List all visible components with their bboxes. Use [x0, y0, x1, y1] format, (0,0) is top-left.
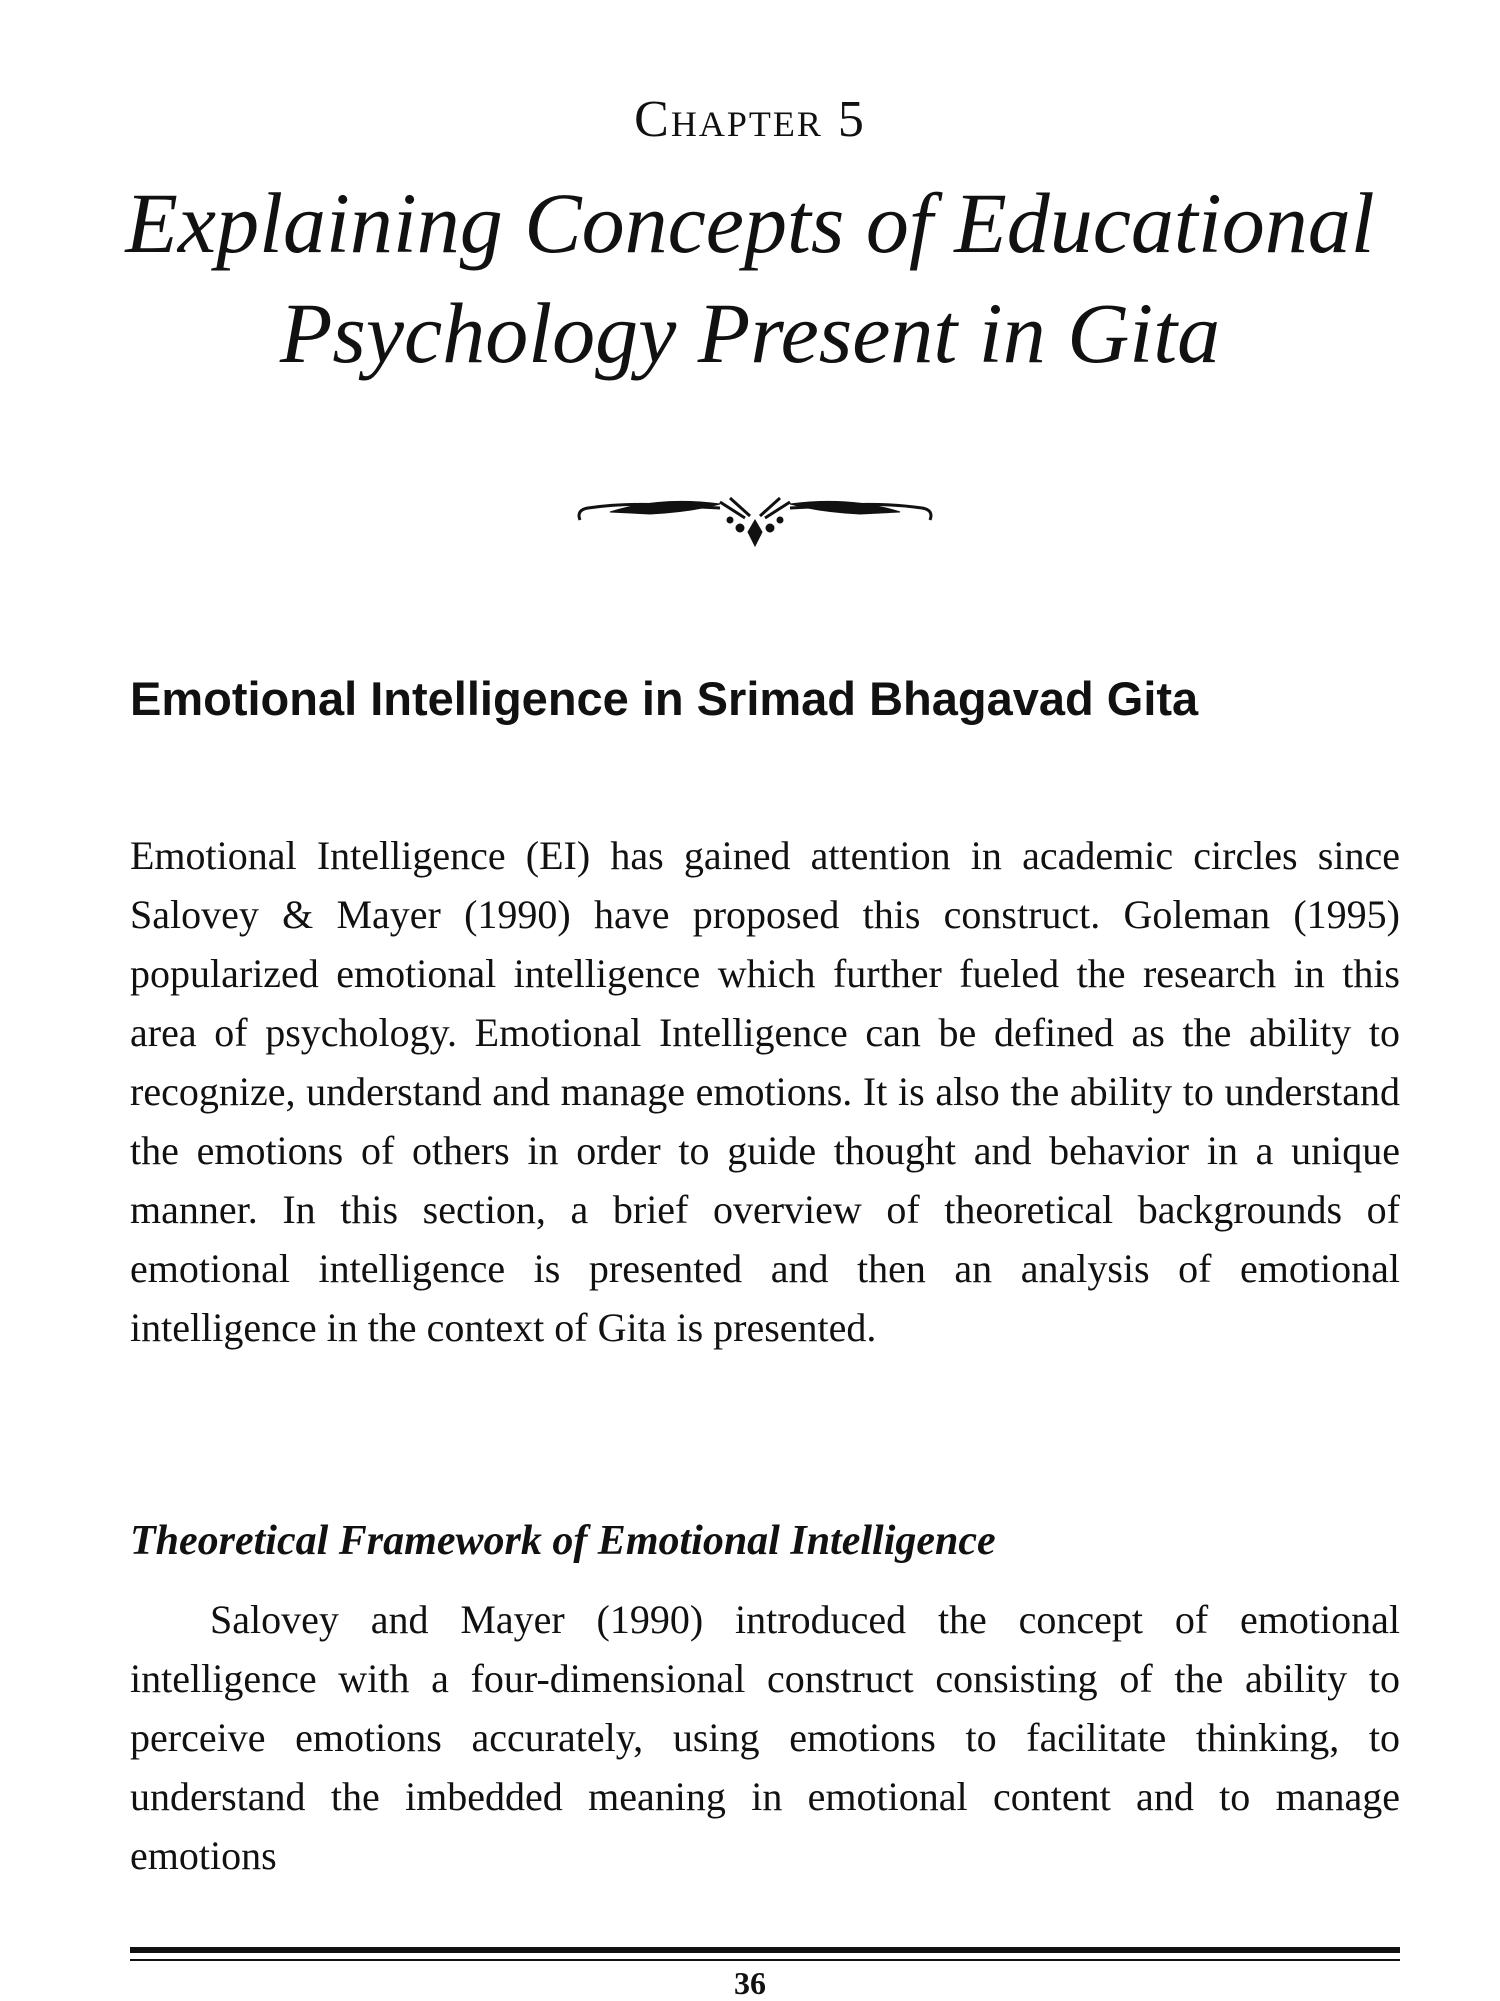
chapter-label: Chapter 5	[634, 91, 866, 148]
page-number: 36	[734, 1965, 766, 2001]
footer-rule-thin	[130, 1959, 1400, 1961]
section-paragraph: Emotional Intelligence (EI) has gained attention in academic circles since Salovey & Mayer (1990) have proposed this construct. Goleman (1995) popularized emotional intelligence which further fueled the research in this area of psychology. Emotional Intelligence can be defined as the ability to recognize, understand and manage emotions. It is also the ability to understand the emotions of others in order to guide thought and behavior in a unique manner. In this section, a brief overview of theoretical backgrounds of emotional intelligence is presented and then an analysis of emotional intelligence in the context of Gita is presented.	[130, 833, 1400, 1350]
subsection-paragraph: Salovey and Mayer (1990) introduced the concept of emotional intelligence with a four-dimensional construct consisting of the ability to perceive emotions accurately, using emotions to facilitate thinking, to understand the imbedded meaning in emotional content and to manage emotions	[130, 1597, 1400, 1878]
decorative-flourish-icon	[570, 490, 940, 550]
subsection-heading: Theoretical Framework of Emotional Intelligence	[130, 1518, 996, 1564]
section-heading: Emotional Intelligence in Srimad Bhagavad Gita	[130, 672, 1199, 725]
chapter-title: Explaining Concepts of Educational Psychology Present in Gita	[125, 175, 1375, 381]
footer-rule-thick	[130, 1947, 1400, 1953]
